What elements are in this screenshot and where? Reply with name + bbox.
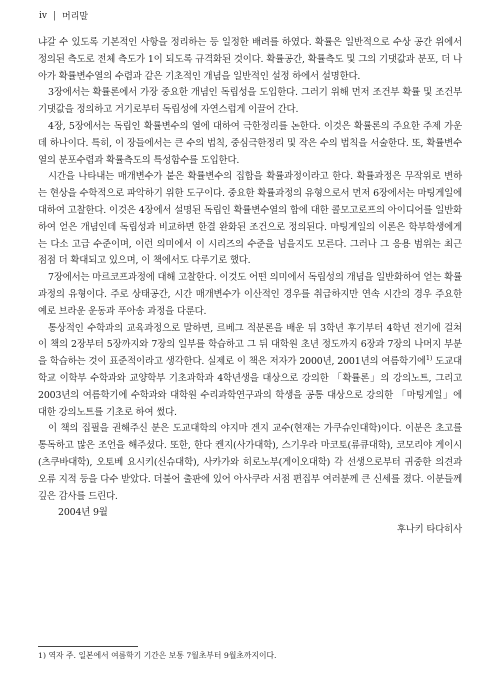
paragraph: [38, 321, 462, 422]
header-separator: |: [52, 10, 57, 21]
paragraph: 7장에서는 마르코프과정에 대해 고찰한다. 이것도 어떤 의미에서 독립성의 개념을 일반화하여 얻는 확률과정의 유형이다. 주로 상태공간, 시간 매개변수가 이산적인 경우를 취급하지만 연속 시간의 경우 주요한 예로 브라운 운동과 푸아송 과정을 다룬다.: [38, 272, 462, 317]
paragraph: 냐갈 수 있도록 기본적인 사항을 정리하는 등 일정한 배려를 하였다. 확률은 일반적으로 수상 공간 위에서 정의된 측도로 전체 측도가 1이 되도록 규격화된 것이다. 확률공간, 확률측도 및 그의 기댓값과 분포, 더 나아가 확률변수열의 수렴과 같은 기초적인 개념을 일반적인 설정 하에서 설명한다.: [38, 37, 462, 82]
footnote: 1) 역자 주. 일본에서 여름학기 기간은 보통 7월초부터 9월초까지이다.: [38, 651, 277, 660]
paragraph: 시간을 나타내는 매개변수가 붙은 확률변수의 집합을 확률과정이라고 한다. 확률과정은 무작위로 변하는 현상을 수학적으로 파악하기 위한 도구이다. 중요한 확률과정의 유형으로서 먼저 6장에서는 마팅게일에 대하여 고찰한다. 이것은 4장에서 설명된 독립인 확률변수열의 합에 대한 콜모고로프의 아이디어를 일반화하여 얻은 개념인데 독립성과 비교하면 한결 완화된 조건으로 정의된다. 마팅게일의 이론은 학부학생에게는 다소 고급 수준이며, 이런 의미에서 이 시리즈의 수준을 넘을지도 모른다. 그러나 그 응용 범위는 최근 점점 더 확대되고 있으며, 이 책에서도 다루기로 했다.: [38, 171, 462, 267]
paragraph: 이 책의 집필을 권해주신 분은 도교대학의 야지마 겐지 교수(현재는 가쿠슈인대학)이다. 이분은 초고를 통독하고 많은 조언을 해주셨다. 또한, 한다 켄지(사가대학), 스기우라 마코토(류큐대학), 코모리야 게이시(츠쿠바대학), 오토베 요시키(신슈대학), 사카가와 히로노부(게이오대학) 각 선생으로부터 귀중한 의견과 오류 지적 등을 다수 받았다. 더불어 출판에 있어 아사쿠라 서점 편집부 여러분께 큰 신세를 졌다. 이분들께 깊은 감사를 드린다.: [38, 423, 462, 502]
paragraph: 4장, 5장에서는 독립인 확률변수의 열에 대하여 극한정리를 논한다. 이것은 확률론의 주요한 주제 가운데 하나이다. 특히, 이 장들에서는 큰 수의 법칙, 중심극한정리 및 작은 수의 법칙을 서술한다. 또, 확률변수열의 분포수렴과 확률측도의 특성함수를 도입한다.: [38, 120, 462, 166]
footnote-marker: 1): [425, 354, 433, 363]
paragraph: 3장에서는 확률론에서 가장 중요한 개념인 독립성을 도입한다. 그러기 위해 먼저 조건부 확률 및 조건부 기댓값을 정의하고 거기로부터 독립성에 자연스럽게 이끌어 간다.: [38, 87, 462, 116]
preface-date: 2004년 9월: [58, 507, 108, 519]
body-text: [38, 35, 462, 539]
paragraph-text: 도교대학교 이학부 수학과와 교양학부 기초과학과 4학년생을 대상으로 강의한 「확률론」의 강의노트, 그리고 2003년의 여름학기에 수학과와 대학원 수리과학연구과의 학생을 공통 대상으로 강의한 「마팅게일」에 대한 강의노트를 기초로 하여 썼다.: [38, 356, 462, 418]
page-number: iv: [39, 10, 47, 21]
running-header: [39, 9, 88, 22]
author-signature: 후나키 타다히사: [396, 524, 462, 536]
section-title: 머리말: [62, 12, 89, 22]
paragraph-text: 통상적인 수학과의 교육과정으로 말하면, 르베그 적분론을 배운 뒤 3학년 후기부터 4학년 전기에 걸쳐 이 책의 2장부터 5장까지와 7장의 일부를 학습하고 그 뒤 대학원 초년 정도까지 6장과 7장의 나머지 부분을 학습하는 것이 표준적이라고 생각한다. 실제로 이 책은 저자가 2000년, 2001년의 여름학기에: [38, 322, 462, 368]
footnote-divider: [38, 646, 138, 647]
